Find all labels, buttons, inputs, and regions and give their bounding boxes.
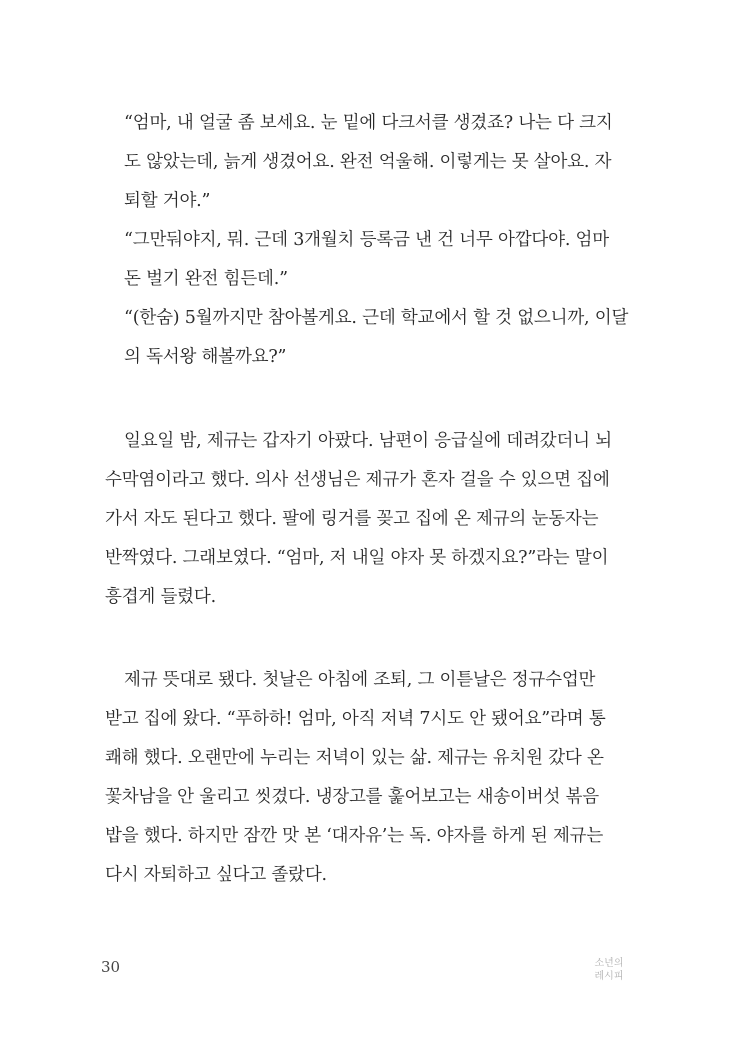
dialogue-line: “그만둬야지, 뭐. 근데 3개월치 등록금 낸 건 너무 아깝다야. 엄마 [124,230,609,250]
paragraph-line: 흥겹게 들렸다. [105,587,216,607]
running-head-line: 소년의 [594,958,624,969]
paragraph-line: 받고 집에 왔다. “푸하하! 엄마, 아직 저녁 7시도 안 됐어요”라며 통 [105,709,606,729]
running-head [588,957,630,983]
paragraph-line: 제규 뜻대로 됐다. 첫날은 아침에 조퇴, 그 이튿날은 정규수업만 [124,670,596,690]
paragraph-line: 가서 자도 된다고 했다. 팔에 링거를 꽂고 집에 온 제규의 눈동자는 [105,509,599,529]
dialogue-line: 의 독서왕 해볼까요?” [124,347,287,367]
dialogue-line: “(한숨) 5월까지만 참아볼게요. 근데 학교에서 할 것 없으니까, 이달 [124,308,629,328]
paragraph-line: 쾌해 했다. 오랜만에 누리는 저녁이 있는 삶. 제규는 유치원 갔다 온 [105,748,604,768]
dialogue-line: 퇴할 거야.” [124,191,211,211]
running-head-line: 레시피 [594,971,624,982]
paragraph-line: 수막염이라고 했다. 의사 선생님은 제규가 혼자 걸을 수 있으면 집에 [105,470,610,490]
paragraph-line: 꽃차남을 안 울리고 씻겼다. 냉장고를 훑어보고는 새송이버섯 볶음 [105,787,599,807]
page-number: 30 [101,958,121,976]
dialogue-line: “엄마, 내 얼굴 좀 보세요. 눈 밑에 다크서클 생겼죠? 나는 다 크지 [124,113,613,133]
paragraph-line: 반짝였다. 그래보였다. “엄마, 저 내일 야자 못 하겠지요?”라는 말이 [105,548,609,568]
paragraph-line: 밥을 했다. 하지만 잠깐 맛 본 ‘대자유’는 독. 야자를 하게 된 제규는 [105,826,604,846]
dialogue-line: 돈 벌기 완전 힘든데.” [124,269,288,289]
dialogue-line: 도 않았는데, 늙게 생겼어요. 완전 억울해. 이렇게는 못 살아요. 자 [124,152,612,172]
paragraph-line: 다시 자퇴하고 싶다고 졸랐다. [105,865,327,885]
paragraph-line: 일요일 밤, 제규는 갑자기 아팠다. 남편이 응급실에 데려갔더니 뇌 [124,431,612,451]
